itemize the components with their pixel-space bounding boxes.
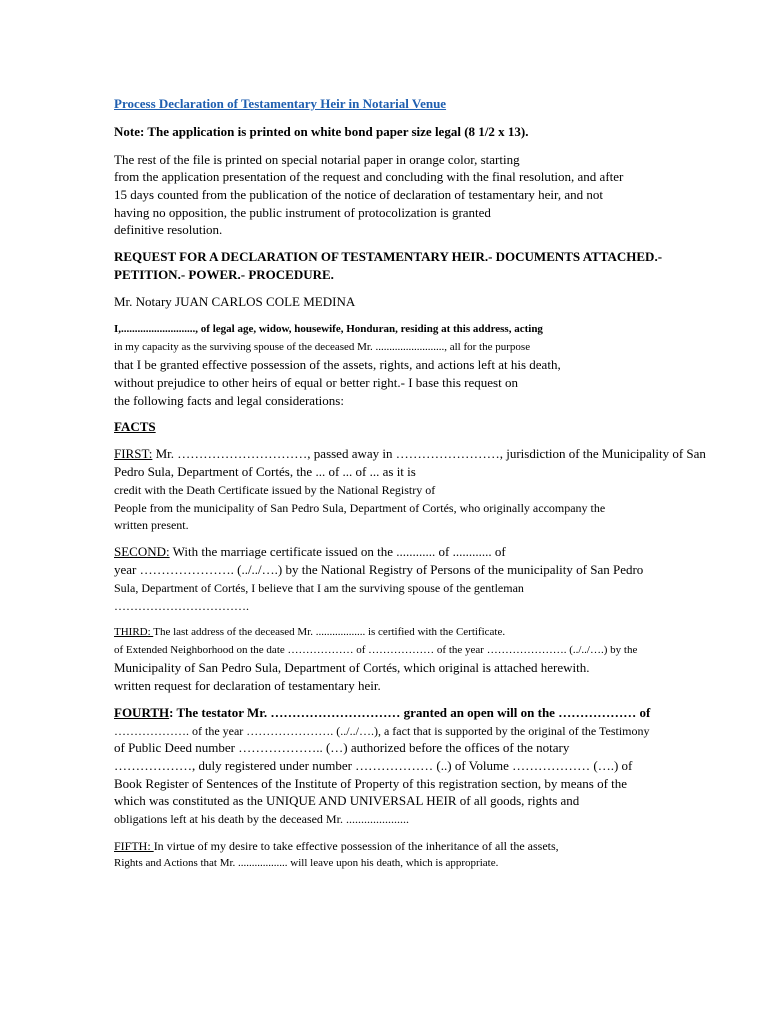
fact-third-text: The last address of the deceased Mr. .................. is certified with the Certificate. [153,626,506,638]
fact-second-line: Sula, Department of Cortés, I believe that I am the surviving spouse of the gentleman [114,581,524,595]
fact-fourth-line: ………………, duly registered under number ……………… (..) of Volume ……………… (….) of [114,758,633,773]
fact-second-label: SECOND: [114,544,170,559]
fact-third-line: Municipality of San Pedro Sula, Department of Cortés, which original is attached herewith. [114,660,590,675]
fact-first-label: FIRST: [114,446,153,461]
petition-line: the following facts and legal considerations: [114,393,344,408]
fact-fifth-text: In virtue of my desire to take effective possession of the inheritance of all the assets, [153,839,559,853]
fact-first-text: Mr. …………………………, passed away in ……………………, jurisdiction of the Municipality of San [152,446,706,461]
fact-second-text: With the marriage certificate issued on the ............ of ............ of [169,544,506,559]
fact-fourth-line [114,705,650,721]
addressee: Mr. Notary JUAN CARLOS COLE MEDINA [114,294,356,309]
fact-first-line: credit with the Death Certificate issued by the National Registry of [114,483,436,497]
fact-fourth-line: ………………. of the year …………………. (../../….), a fact that is supported by the original of the Testimony [114,724,650,738]
fact-first-line: People from the municipality of San Pedro Sula, Department of Cortés, who originally accompany the [114,501,606,515]
fact-second-line [114,544,506,560]
fact-third-line: written request for declaration of testamentary heir. [114,678,381,693]
intro-line: from the application presentation of the request and concluding with the final resolution, and after [114,169,624,184]
petition-line: without prejudice to other heirs of equal or better right.- I base this request on [114,375,518,390]
fact-fourth-line: of Public Deed number ……………….. (…) authorized before the offices of the notary [114,740,570,755]
fact-third-line [114,624,505,640]
fact-fifth-line: Rights and Actions that Mr. .................. will leave upon his death, which is appropriate. [114,857,499,869]
intro-line: having no opposition, the public instrument of protocolization is granted [114,205,491,220]
petition-line: I,..........................., of legal age, widow, housewife, Honduran, residing at this address, acting [114,323,543,335]
fact-fifth-label: FIFTH: [114,839,154,853]
fact-third-line: of Extended Neighborhood on the date ……………… of ……………… of the year …………………. (../../….) by the [114,644,638,656]
fact-first-line [114,446,706,462]
document-title-link[interactable]: Process Declaration of Testamentary Heir in Notarial Venue [114,96,447,111]
intro-line: definitive resolution. [114,222,223,237]
petition-line: in my capacity as the surviving spouse of the deceased Mr. ........................., all for the purpose [114,341,531,353]
fact-fifth-line [114,838,559,854]
fact-second-line: ……………………………. [114,599,249,613]
fact-fourth-label: FOURTH [114,705,170,720]
intro-line: The rest of the file is printed on special notarial paper in orange color, starting [114,152,520,167]
fact-fourth-line: which was constituted as the UNIQUE AND UNIVERSAL HEIR of all goods, rights and [114,793,580,808]
request-heading: REQUEST FOR A DECLARATION OF TESTAMENTARY HEIR.- DOCUMENTS ATTACHED.- [114,249,663,264]
fact-fourth-line: Book Register of Sentences of the Institute of Property of this registration section, by means of the [114,776,628,791]
petition-line: that I be granted effective possession of the assets, rights, and actions left at his death, [114,357,561,372]
fact-second-line: year …………………. (../../….) by the National Registry of Persons of the municipality of San Pedro [114,562,644,577]
fact-third-label: THIRD: [114,626,154,638]
facts-heading: FACTS [114,419,156,434]
request-heading: PETITION.- POWER.- PROCEDURE. [114,267,334,282]
fact-fourth-line: obligations left at his death by the deceased Mr. ..................... [114,812,409,826]
fact-fourth-text: : The testator Mr. ………………………… granted an open will on the ……………… of [169,705,651,720]
fact-first-line: Pedro Sula, Department of Cortés, the ... of ... of ... as it is [114,464,416,479]
intro-line: 15 days counted from the publication of the notice of declaration of testamentary heir, and not [114,187,603,202]
paper-note: Note: The application is printed on white bond paper size legal (8 1/2 x 13). [114,124,529,139]
fact-first-line: written present. [114,518,189,532]
